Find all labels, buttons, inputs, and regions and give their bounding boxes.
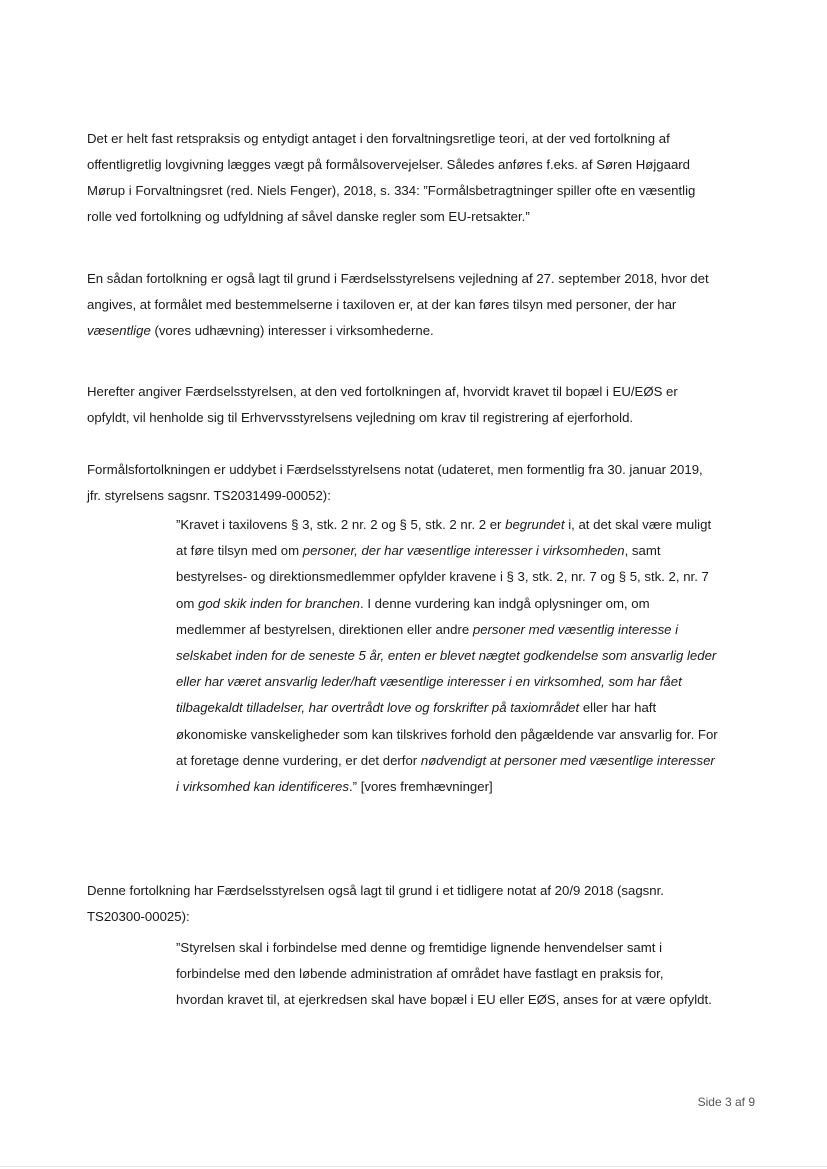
text-line: [87, 318, 757, 344]
quote-line: i virksomhed kan identificeres.” [vores fremhævninger]: [176, 779, 493, 795]
quote-line: ”Kravet i taxilovens § 3, stk. 2 nr. 2 og § 5, stk. 2 nr. 2 er begrundet i, at det skal være muligt: [176, 517, 712, 532]
paragraph-formaalsovervejelser: [87, 126, 757, 230]
paragraph-vejledning: [87, 266, 757, 344]
page-edge-divider: [0, 1166, 827, 1167]
text-line: opfyldt, vil henholde sig til Erhvervsstyrelsens vejledning om krav til registrering af ejerforhold.: [87, 410, 634, 425]
text-run: (vores udhævning) interesser i virksomhederne.: [150, 323, 434, 338]
quote-line: at foretage denne vurdering, er det derfor nødvendigt at personer med væsentlige interesser: [176, 752, 715, 768]
text-line: Formålsfortolkningen er uddybet i Færdselsstyrelsens notat (udateret, men formentlig fra 30. januar 2019,: [87, 462, 703, 477]
block-quote-notat: [176, 512, 766, 800]
quote-line: økonomiske vanskeligheder som kan tilskrives forhold den pågældende var ansvarlig for. For: [176, 726, 718, 742]
quote-line: eller har været ansvarlig leder/haft væsentlige interesser i en virksomhed, som har fået: [176, 674, 682, 690]
quote-line: om god skik inden for branchen. I denne vurdering kan indgå oplysninger om, om: [176, 595, 650, 611]
text-line: Denne fortolkning har Færdselsstyrelsen også lagt til grund i et tidligere notat af 20/9 2018 (sagsnr.: [87, 883, 664, 898]
paragraph-notat-intro: [87, 457, 757, 509]
text-line: Mørup i Forvaltningsret (red. Niels Fenger), 2018, s. 334: ”Formålsbetragtninger spiller ofte en væsentlig: [87, 183, 696, 198]
paragraph-erhvervsstyrelsen: [87, 379, 757, 431]
quote-line: selskabet inden for de seneste 5 år, enten er blevet nægtet godkendelse som ansvarlig leder: [176, 648, 717, 664]
quote-line: at føre tilsyn med om personer, der har væsentlige interesser i virksomheden, samt: [176, 543, 661, 559]
text-line: TS20300-00025):: [87, 909, 190, 924]
quote-line: forbindelse med den løbende administration af området have fastlagt en praksis for,: [176, 966, 664, 982]
paragraph-tidligere-notat: [87, 878, 757, 930]
text-line: Herefter angiver Færdselsstyrelsen, at den ved fortolkningen af, hvorvidt kravet til bopæl i EU/EØS er: [87, 384, 678, 399]
text-line: offentligretlig lovgivning lægges vægt på formålsovervejelser. Således anføres f.eks. af Søren Højgaard: [87, 157, 691, 172]
text-line: rolle ved fortolkning og udfyldning af såvel danske regler som EU-retsakter.”: [87, 209, 530, 224]
quote-line: hvordan kravet til, at ejerkredsen skal have bopæl i EU eller EØS, anses for at være opfyldt.: [176, 992, 712, 1008]
quote-line: bestyrelses- og direktionsmedlemmer opfylder kravene i § 3, stk. 2, nr. 7 og § 5, stk. 2, nr. 7: [176, 569, 709, 585]
text-line: jfr. styrelsens sagsnr. TS2031499-00052):: [87, 488, 331, 503]
page-number: Side 3 af 9: [697, 1095, 755, 1109]
quote-line: ”Styrelsen skal i forbindelse med denne og fremtidige lignende henvendelser samt i: [176, 940, 663, 955]
quote-line: tilbagekaldt tilladelser, har overtrådt love og forskrifter på taxiområdet eller har haft: [176, 700, 657, 716]
text-line: En sådan fortolkning er også lagt til grund i Færdselsstyrelsens vejledning af 27. september 2018, hvor det: [87, 271, 709, 286]
italic-emphasis: væsentlige: [87, 323, 151, 338]
text-line: angives, at formålet med bestemmelserne i taxiloven er, at der kan føres tilsyn med personer, der har: [87, 297, 677, 312]
text-line: Det er helt fast retspraksis og entydigt antaget i den forvaltningsretlige teori, at der ved fortolkning af: [87, 131, 670, 146]
quote-line: medlemmer af bestyrelsen, direktionen eller andre personer med væsentlig interesse i: [176, 621, 679, 637]
block-quote-styrelsen: [176, 935, 766, 1014]
